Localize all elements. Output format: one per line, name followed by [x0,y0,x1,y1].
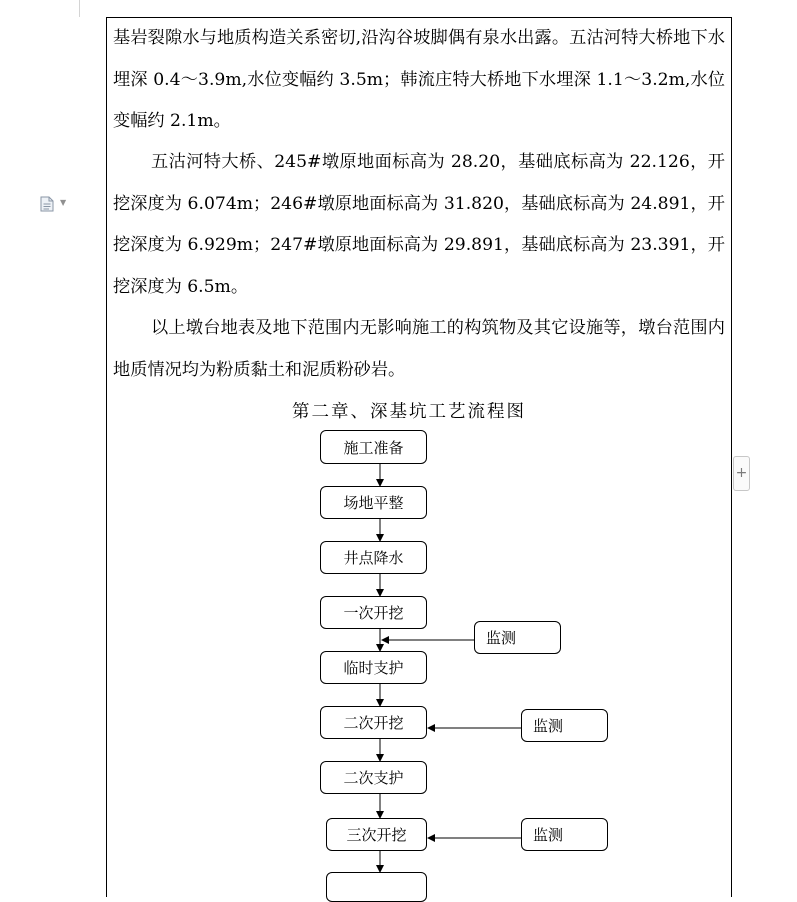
flow-step-well-dewatering: 井点降水 [320,541,427,574]
plus-icon: + [735,465,748,481]
flow-step-temporary-support: 临时支护 [320,651,427,684]
chevron-down-icon[interactable]: ▼ [60,198,67,207]
paragraph-site-conditions: 以上墩台地表及地下范围内无影响施工的构筑物及其它设施等，墩台范围内地质情况均为粉质黏土和泥质粉砂岩。 [113,318,725,380]
flow-step-next-partial [326,872,427,902]
flow-monitor-3: 监测 [521,818,608,851]
flow-step-first-excavation: 一次开挖 [320,596,427,629]
paragraph-pier-elevations: 五沽河特大桥、245#墩原地面标高为 28.20，基础底标高为 22.126，开挖深度为 6.074m；246#墩原地面标高为 31.820，基础底标高为 24.891，开挖深度为 6.929m；247#墩原地面标高为 29.891，基础底标高为 23.391，开挖深度为 6.5m。 [113,152,725,297]
flow-step-site-leveling: 场地平整 [320,486,427,519]
flow-step-third-excavation: 三次开挖 [326,818,427,851]
flow-step-construction-prep: 施工准备 [320,430,427,464]
chapter-title: 第二章、深基坑工艺流程图 [292,402,526,422]
flow-step-second-support: 二次支护 [320,761,427,794]
flow-step-second-excavation: 二次开挖 [320,706,427,739]
paragraph-groundwater: 基岩裂隙水与地质构造关系密切,沿沟谷坡脚偶有泉水出露。五沽河特大桥地下水埋深 0.4～3.9m,水位变幅约 3.5m；韩流庄特大桥地下水埋深 1.1～3.2m,水位变幅约 2.1m。 [113,28,725,131]
flow-monitor-2: 监测 [521,709,608,742]
flow-monitor-1: 监测 [474,621,561,654]
